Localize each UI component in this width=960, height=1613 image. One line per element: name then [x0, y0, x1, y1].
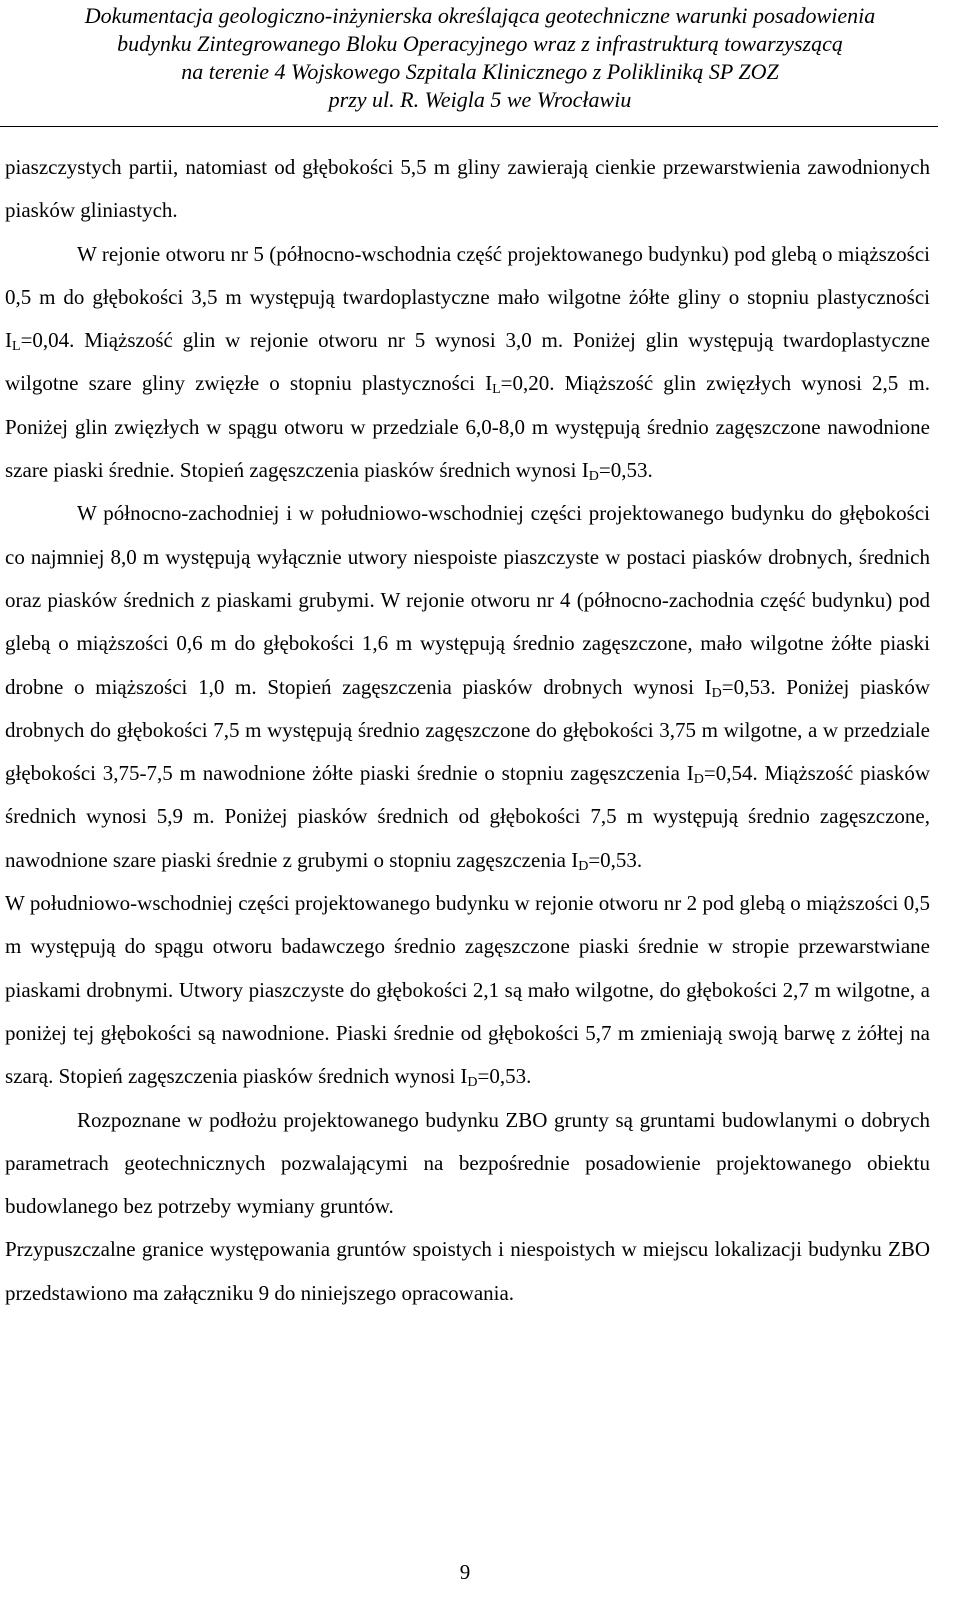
p2-s3: =0,20. Miąższość glin zwięzłych wynosi 2,5 m. Poniżej glin zwięzłych w spągu otworu w przedziale 6,0-8,0 m występują średnio zagęszczone nawodnione szare piaski średnie. Stopień zagęszczenia piasków średnich wynosi I [5, 371, 930, 483]
paragraph-4 [5, 882, 930, 1098]
p2-sub1: L [12, 339, 21, 355]
p4-sub1: D [467, 1075, 478, 1091]
p2-s1: W rejonie otworu nr 5 (północno-wschodnia część projektowanego budynku) pod glebą o miąższości 0,5 m do głębokości 3,5 m występują twardoplastyczne mało wilgotne żółte gliny o stopniu plastyczności I [5, 241, 930, 353]
p2-sub3: D [588, 469, 599, 485]
p3-sub2: D [693, 772, 704, 788]
header-line-2: budynku Zintegrowanego Bloku Operacyjnego wraz z infrastrukturą towarzyszącą [117, 31, 843, 56]
document-header [0, 0, 960, 114]
p3-s3: =0,54. Miąższość piasków średnich wynosi 5,9 m. Poniżej piasków średnich od głębokości 7,5 m występują średnio zagęszczone, nawodnione szare piaski średnie z grubymi o stopniu zagęszczenia I [5, 761, 930, 872]
header-line-4: przy ul. R. Weigla 5 we Wrocławiu [328, 87, 632, 112]
header-line-3: na terenie 4 Wojskowego Szpitala Klinicznego z Polikliniką SP ZOZ [181, 59, 779, 84]
p4-s2: =0,53. [477, 1064, 532, 1089]
p3-sub1: D [711, 685, 722, 701]
header-line-1: Dokumentacja geologiczno-inżynierska określająca geotechniczne warunki posadowienia [84, 3, 876, 28]
p2-s2: =0,04. Miąższość glin w rejonie otworu nr 5 wynosi 3,0 m. Poniżej glin występują twardoplastyczne wilgotne szare gliny zwięzłe o stopniu plastyczności I [5, 328, 930, 396]
p3-s4: =0,53. [588, 847, 643, 872]
paragraph-2 [5, 233, 930, 493]
paragraph-5-text: Rozpoznane w podłożu projektowanego budynku ZBO grunty są gruntami budowlanymi o dobrych parametrach geotechnicznych pozwalającymi na bezpośrednie posadowienie projektowanego obiektu budowlanego bez potrzeby wymiany gruntów. [5, 1107, 930, 1219]
paragraph-6 [5, 1228, 930, 1315]
p3-s2: =0,53. Poniżej piasków drobnych do głębokości 7,5 m występują średnio zagęszczone do głębokości 3,75 m wilgotne, a w przedziale głębokości 3,75-7,5 m nawodnione żółte piaski średnie o stopniu zagęszczenia I [5, 674, 931, 786]
document-body [5, 146, 930, 1315]
paragraph-1-text: piaszczystych partii, natomiast od głębokości 5,5 m gliny zawierają cienkie przewarstwienia zawodnionych piasków gliniastych. [5, 155, 930, 223]
header-divider [0, 126, 938, 127]
paragraph-1 [5, 146, 930, 233]
paragraph-5 [5, 1099, 930, 1229]
page-number: 9 [459, 1560, 471, 1584]
paragraph-3 [5, 492, 930, 882]
p4-s1: W południowo-wschodniej części projektowanego budynku w rejonie otworu nr 2 pod glebą o miąższości 0,5 m występują do spągu otworu badawczego średnio zagęszczone piaski średnie w stropie przewarstwiane piaskami drobnymi. Utwory piaszczyste do głębokości 2,1 są mało wilgotne, do głębokości 2,7 m wilgotne, a poniżej tej głębokości są nawodnione. Piaski średnie od głębokości 5,7 m zmieniają swoją barwę z żółtej na szarą. Stopień zagęszczenia piasków średnich wynosi I [5, 891, 930, 1089]
p2-s4: =0,53. [598, 458, 653, 483]
paragraph-6-text: Przypuszczalne granice występowania gruntów spoistych i niespoistych w miejscu lokalizacji budynku ZBO przedstawiono ma załączniku 9 do niniejszego opracowania. [5, 1237, 930, 1305]
p3-sub3: D [578, 858, 589, 874]
p3-s1: W północno-zachodniej i w południowo-wschodniej części projektowanego budynku do głębokości co najmniej 8,0 m występują wyłącznie utwory niespoiste piaszczyste w postaci piasków drobnych, średnich oraz piasków średnich z piaskami grubymi. W rejonie otworu nr 4 (północno-zachodnia część budynku) pod glebą o miąższości 0,6 m do głębokości 1,6 m występują średnio zagęszczone, mało wilgotne żółte piaski drobne o miąższości 1,0 m. Stopień zagęszczenia piasków drobnych wynosi I [5, 501, 930, 699]
p2-sub2: L [492, 382, 501, 398]
